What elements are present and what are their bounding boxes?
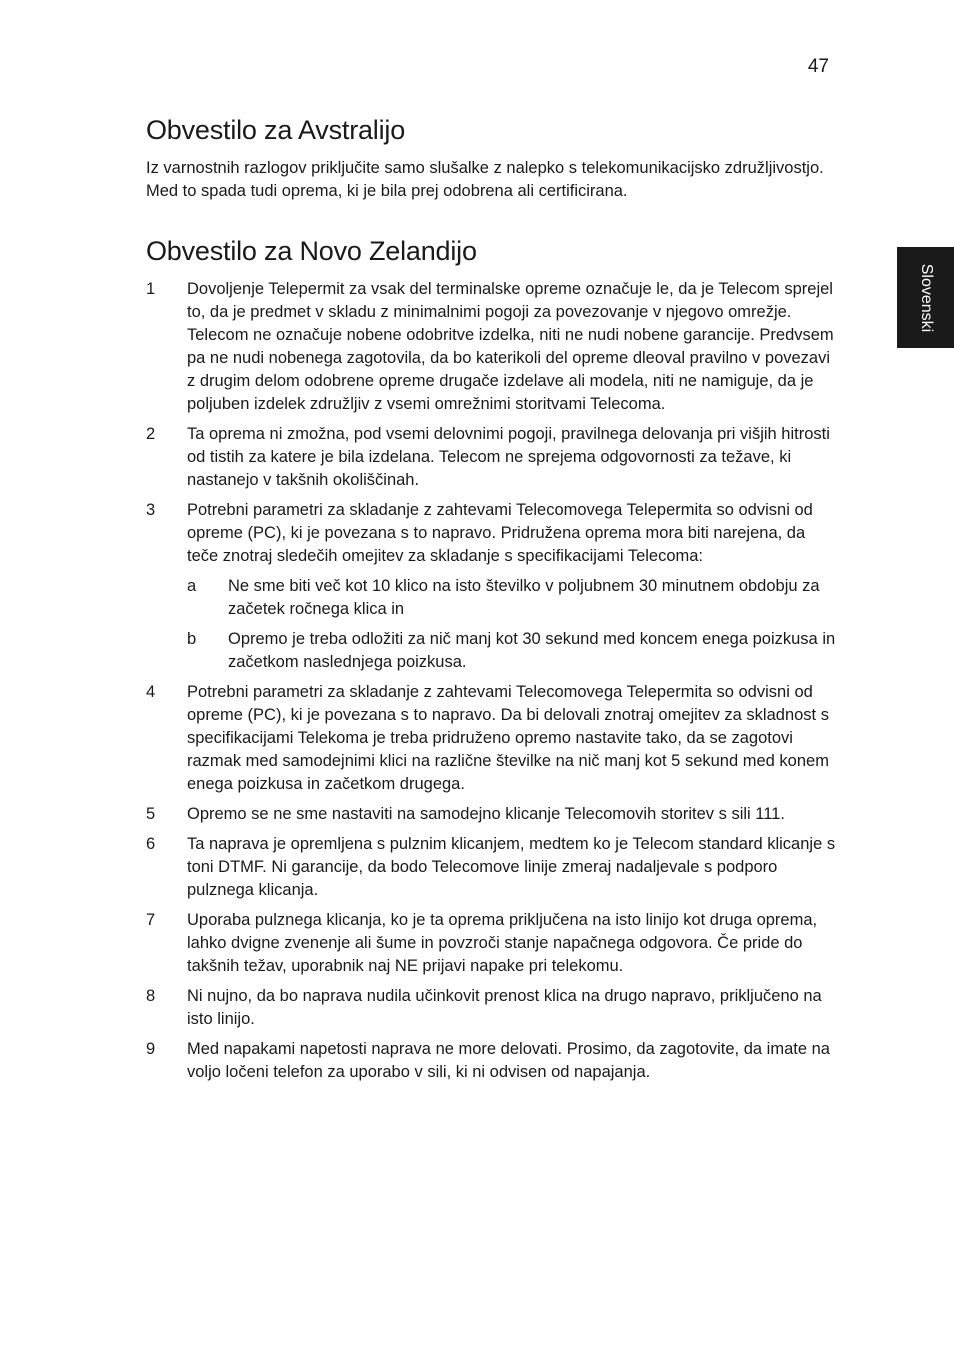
list-item <box>146 278 836 416</box>
list-item-number: 4 <box>146 683 156 701</box>
list-item <box>146 681 836 796</box>
list-item-text: Med napakami napetosti naprava ne more delovati. Prosimo, da zagotovite, da imate na voljo ločeni telefon za uporabo v sili, ki ni odvisen od napajanja. <box>187 1040 830 1081</box>
sub-list-item-letter: b <box>187 630 197 648</box>
list-item <box>146 499 836 674</box>
list-item-text: Ta oprema ni zmožna, pod vsemi delovnimi pogoji, pravilnega delovanja pri višjih hitrosti od tistih za katere je bila izdelana. Telecom ne sprejema odgovornosti za težave, ki nastanejo v takšnih okoliščinah. <box>187 425 830 489</box>
list-item <box>146 803 836 826</box>
side-tab-label: Slovenski <box>917 263 935 332</box>
language-side-tab <box>897 247 954 348</box>
list-item <box>146 423 836 492</box>
list-item-number: 3 <box>146 501 156 519</box>
list-item-number: 2 <box>146 425 156 443</box>
list-item-text: Opremo se ne sme nastaviti na samodejno klicanje Telecomovih storitev s sili 111. <box>187 805 785 823</box>
list-item-number: 5 <box>146 805 156 823</box>
list-item <box>146 1038 836 1084</box>
list-item-text: Dovoljenje Telepermit za vsak del terminalske opreme označuje le, da je Telecom sprejel to, da je predmet v skladu z minimalnimi pogoji za povezovanje v njegovo omrežje. Telecom ne označuje nobene odobritve izdelka, niti ne nudi nobene garancije. Predvsem pa ne nudi nobenega zagotovila, da bo katerikoli del opreme dleoval pravilno v povezavi z drugim delom odobrene opreme drugače izdelave ali modela, niti ne namiguje, da je poljuben izdelek združljiv z vsemi omrežnimi storitvami Telecoma. <box>187 280 834 413</box>
list-item-text: Ta naprava je opremljena s pulznim klicanjem, medtem ko je Telecom standard klicanje s toni DTMF. Ni garancije, da bodo Telecomove linije zmeraj nadaljevale s podporo pulznega klicanja. <box>187 835 836 899</box>
list-item-number: 1 <box>146 280 156 298</box>
sub-list-item-letter: a <box>187 577 197 595</box>
sub-list-item <box>187 628 836 674</box>
nz-notice-list <box>146 278 836 1084</box>
list-item-text: Ni nujno, da bo naprava nudila učinkovit prenost klica na drugo napravo, priključeno na isto linijo. <box>187 987 822 1028</box>
list-item-text: Potrebni parametri za skladanje z zahtevami Telecomovega Telepermita so odvisni od opreme (PC), ki je povezana s to napravo. Pridružena oprema mora biti narejena, da teče znotraj sledečih omejitev za skladanje s specifikacijami Telecoma: <box>187 501 813 565</box>
sub-list-item-text: Opremo je treba odložiti za nič manj kot 30 sekund med koncem enega poizkusa in začetkom naslednjega poizkusa. <box>228 630 836 671</box>
sub-list-item <box>187 575 836 621</box>
list-item-number: 8 <box>146 987 156 1005</box>
list-item-number: 6 <box>146 835 156 853</box>
page-content <box>146 112 836 1091</box>
page-number: 47 <box>807 56 829 77</box>
list-item <box>146 985 836 1031</box>
sub-list-item-text: Ne sme biti več kot 10 klico na isto številko v poljubnem 30 minutnem obdobju za začetek ročnega klica in <box>228 577 820 618</box>
sub-list <box>187 575 836 674</box>
australia-notice-text: Iz varnostnih razlogov priključite samo slušalke z nalepko s telekomunikacijsko združljivostjo. Med to spada tudi oprema, ki je bila prej odobrena ali certificirana. <box>146 159 824 200</box>
list-item <box>146 833 836 902</box>
list-item-number: 9 <box>146 1040 156 1058</box>
list-item-text: Potrebni parametri za skladanje z zahtevami Telecomovega Telepermita so odvisni od opreme (PC), ki je povezana s to napravo. Da bi delovali znotraj omejitev za skladnost s specifikacijami Telekoma je treba pridruženo opremo nastavite tako, da se zagotovi razmak med samodejnimi klici na različne številke na nič manj kot 5 sekund med konem enega poizkusa in začetkom drugega. <box>187 683 829 793</box>
list-item-number: 7 <box>146 911 156 929</box>
list-item <box>146 909 836 978</box>
list-item-text: Uporaba pulznega klicanja, ko je ta oprema priključena na isto linijo kot druga oprema, lahko dvigne zvenenje ali šume in povzroči stanje napačnega odgovora. Če pride do takšnih težav, uporabnik naj NE prijavi napake pri telekomu. <box>187 911 818 975</box>
heading-new-zealand: Obvestilo za Novo Zelandijo <box>146 236 477 266</box>
heading-australia: Obvestilo za Avstralijo <box>146 115 406 145</box>
